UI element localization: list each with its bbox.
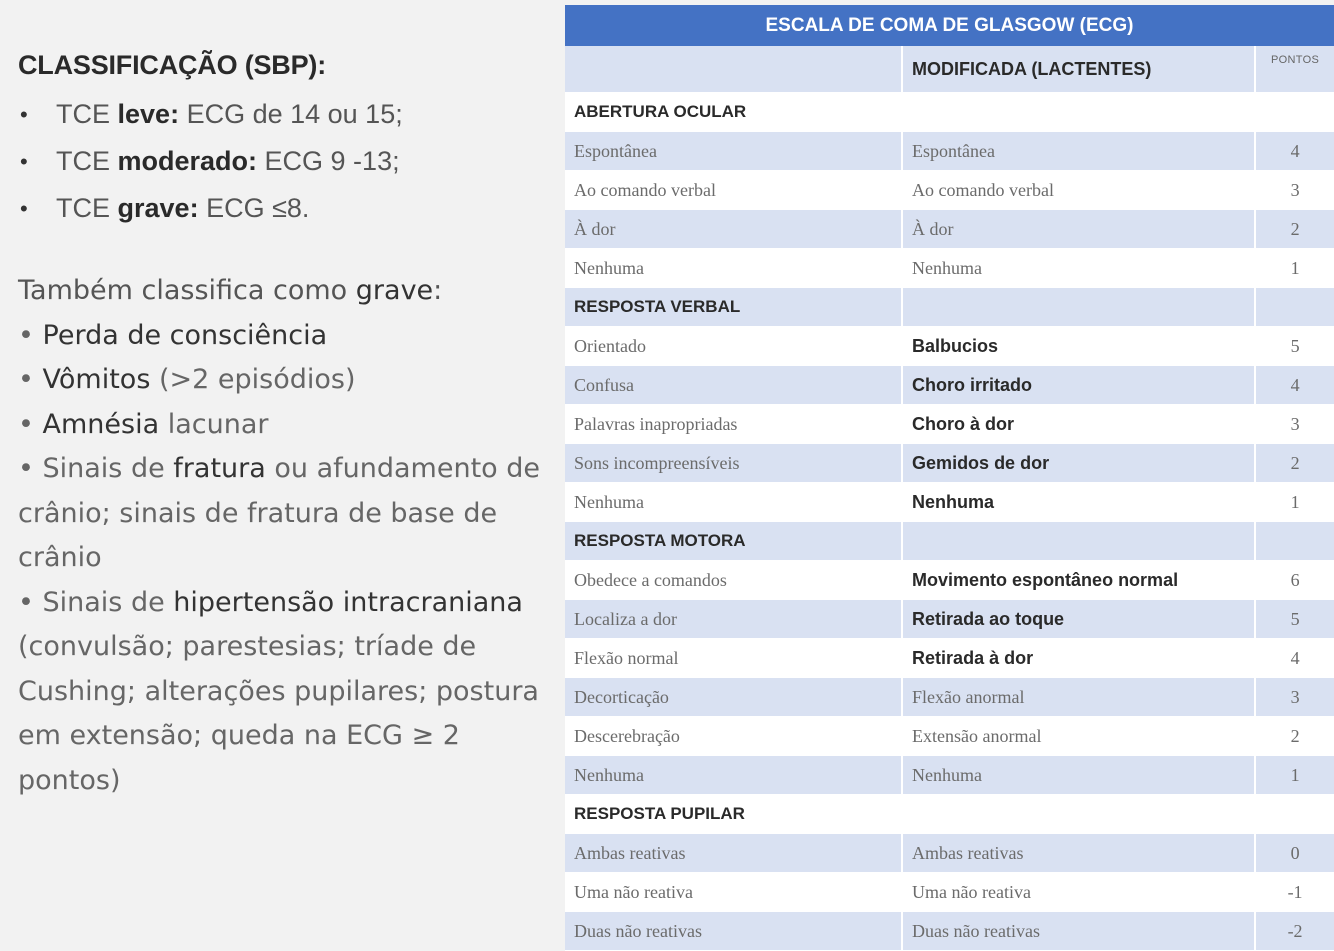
classification-title: CLASSIFICAÇÃO (SBP): <box>18 50 326 80</box>
table-row <box>565 912 1334 951</box>
section-label <box>902 288 1255 327</box>
classification-list <box>18 91 543 232</box>
criterion-item: • Vômitos (>2 episódios) <box>18 364 356 395</box>
points-cell: 4 <box>1255 366 1334 405</box>
table-cell: Orientado <box>565 327 902 366</box>
table-cell: Sons incompreensíveis <box>565 444 902 483</box>
points-cell: 4 <box>1255 639 1334 678</box>
table-row <box>565 327 1334 366</box>
table-cell: Retirada ao toque <box>902 600 1255 639</box>
bullet-icon: • <box>20 196 28 221</box>
section-label: RESPOSTA MOTORA <box>565 522 902 561</box>
table-row <box>565 834 1334 873</box>
table-cell: Obedece a comandos <box>565 561 902 600</box>
points-cell: 0 <box>1255 834 1334 873</box>
table-cell: Confusa <box>565 366 902 405</box>
points-cell: 1 <box>1255 249 1334 288</box>
table-cell: Palavras inapropriadas <box>565 405 902 444</box>
points-cell: 3 <box>1255 678 1334 717</box>
table-row <box>565 249 1334 288</box>
table-row <box>565 873 1334 912</box>
bullet-icon: • <box>20 149 28 174</box>
table-cell: Duas não reativas <box>902 912 1255 951</box>
classification-item-moderado: • TCE moderado: ECG 9 -13; <box>18 138 543 185</box>
points-cell: 4 <box>1255 132 1334 171</box>
points-cell: 1 <box>1255 756 1334 795</box>
table-cell: Nenhuma <box>902 483 1255 522</box>
points-cell: 2 <box>1255 444 1334 483</box>
table-cell: Uma não reativa <box>902 873 1255 912</box>
section-row <box>565 522 1334 561</box>
table-cell: Flexão normal <box>565 639 902 678</box>
bullet-icon: • <box>20 102 28 127</box>
table-cell: Nenhuma <box>902 756 1255 795</box>
table-title: ESCALA DE COMA DE GLASGOW (ECG) <box>565 5 1334 46</box>
table-cell: Choro irritado <box>902 366 1255 405</box>
table-cell: Ao comando verbal <box>565 171 902 210</box>
column-header <box>565 46 902 93</box>
table-cell: À dor <box>565 210 902 249</box>
table-cell: À dor <box>902 210 1255 249</box>
points-cell: 2 <box>1255 717 1334 756</box>
glasgow-table <box>565 5 1334 951</box>
table-row <box>565 678 1334 717</box>
glasgow-grid <box>565 46 1334 951</box>
table-row <box>565 483 1334 522</box>
points-cell: 5 <box>1255 600 1334 639</box>
table-row <box>565 444 1334 483</box>
points-cell: 3 <box>1255 405 1334 444</box>
points-cell <box>1255 522 1334 561</box>
table-cell: Espontânea <box>565 132 902 171</box>
table-cell: Nenhuma <box>565 249 902 288</box>
table-cell: Espontânea <box>902 132 1255 171</box>
table-row <box>565 210 1334 249</box>
section-row <box>565 795 1334 834</box>
table-cell: Descerebração <box>565 717 902 756</box>
points-cell: 2 <box>1255 210 1334 249</box>
section-row <box>565 93 1334 132</box>
table-row <box>565 756 1334 795</box>
classification-panel <box>18 50 543 803</box>
section-label: ABERTURA OCULAR <box>565 93 902 132</box>
table-row <box>565 366 1334 405</box>
table-row <box>565 639 1334 678</box>
table-cell: Retirada à dor <box>902 639 1255 678</box>
table-cell: Nenhuma <box>565 483 902 522</box>
points-cell: -2 <box>1255 912 1334 951</box>
table-cell: Extensão anormal <box>902 717 1255 756</box>
points-cell: 5 <box>1255 327 1334 366</box>
criterion-item: • Sinais de fratura ou afundamento de crânio; sinais de fratura de base de crânio <box>18 453 541 573</box>
criterion-item: • Perda de consciência <box>18 319 328 351</box>
table-cell: Duas não reativas <box>565 912 902 951</box>
classification-item-leve: • TCE leve: ECG de 14 ou 15; <box>18 91 543 138</box>
table-row <box>565 561 1334 600</box>
table-cell: Ambas reativas <box>565 834 902 873</box>
points-cell <box>1255 795 1334 834</box>
table-row <box>565 132 1334 171</box>
table-cell: Ambas reativas <box>902 834 1255 873</box>
column-header: MODIFICADA (LACTENTES) <box>902 46 1255 93</box>
points-cell: 6 <box>1255 561 1334 600</box>
section-label: RESPOSTA PUPILAR <box>565 795 902 834</box>
section-label <box>902 795 1255 834</box>
table-cell: Gemidos de dor <box>902 444 1255 483</box>
classification-item-grave: • TCE grave: ECG ≤8. <box>18 185 543 232</box>
column-header: PONTOS <box>1255 46 1334 93</box>
table-cell: Uma não reativa <box>565 873 902 912</box>
table-row <box>565 717 1334 756</box>
table-cell: Decorticação <box>565 678 902 717</box>
points-cell: 3 <box>1255 171 1334 210</box>
section-label: RESPOSTA VERBAL <box>565 288 902 327</box>
section-row <box>565 288 1334 327</box>
table-cell: Ao comando verbal <box>902 171 1255 210</box>
points-cell <box>1255 288 1334 327</box>
table-cell: Nenhuma <box>902 249 1255 288</box>
table-row <box>565 600 1334 639</box>
criterion-item: • Amnésia lacunar <box>18 408 269 440</box>
table-row <box>565 405 1334 444</box>
table-cell: Choro à dor <box>902 405 1255 444</box>
also-grave-heading: Também classifica como grave: <box>18 275 443 306</box>
table-cell: Localiza a dor <box>565 600 902 639</box>
points-cell: 1 <box>1255 483 1334 522</box>
table-cell: Balbucios <box>902 327 1255 366</box>
criterion-item: • Sinais de hipertensão intracraniana (convulsão; parestesias; tríade de Cushing; alterações pupilares; postura em extensão; queda na ECG ≥ 2 pontos) <box>18 586 539 796</box>
section-label <box>902 93 1255 132</box>
table-cell: Flexão anormal <box>902 678 1255 717</box>
table-cell: Movimento espontâneo normal <box>902 561 1255 600</box>
table-cell: Nenhuma <box>565 756 902 795</box>
section-label <box>902 522 1255 561</box>
column-header-row <box>565 46 1334 93</box>
grave-criteria-list <box>18 314 543 804</box>
points-cell <box>1255 93 1334 132</box>
points-cell: -1 <box>1255 873 1334 912</box>
table-row <box>565 171 1334 210</box>
